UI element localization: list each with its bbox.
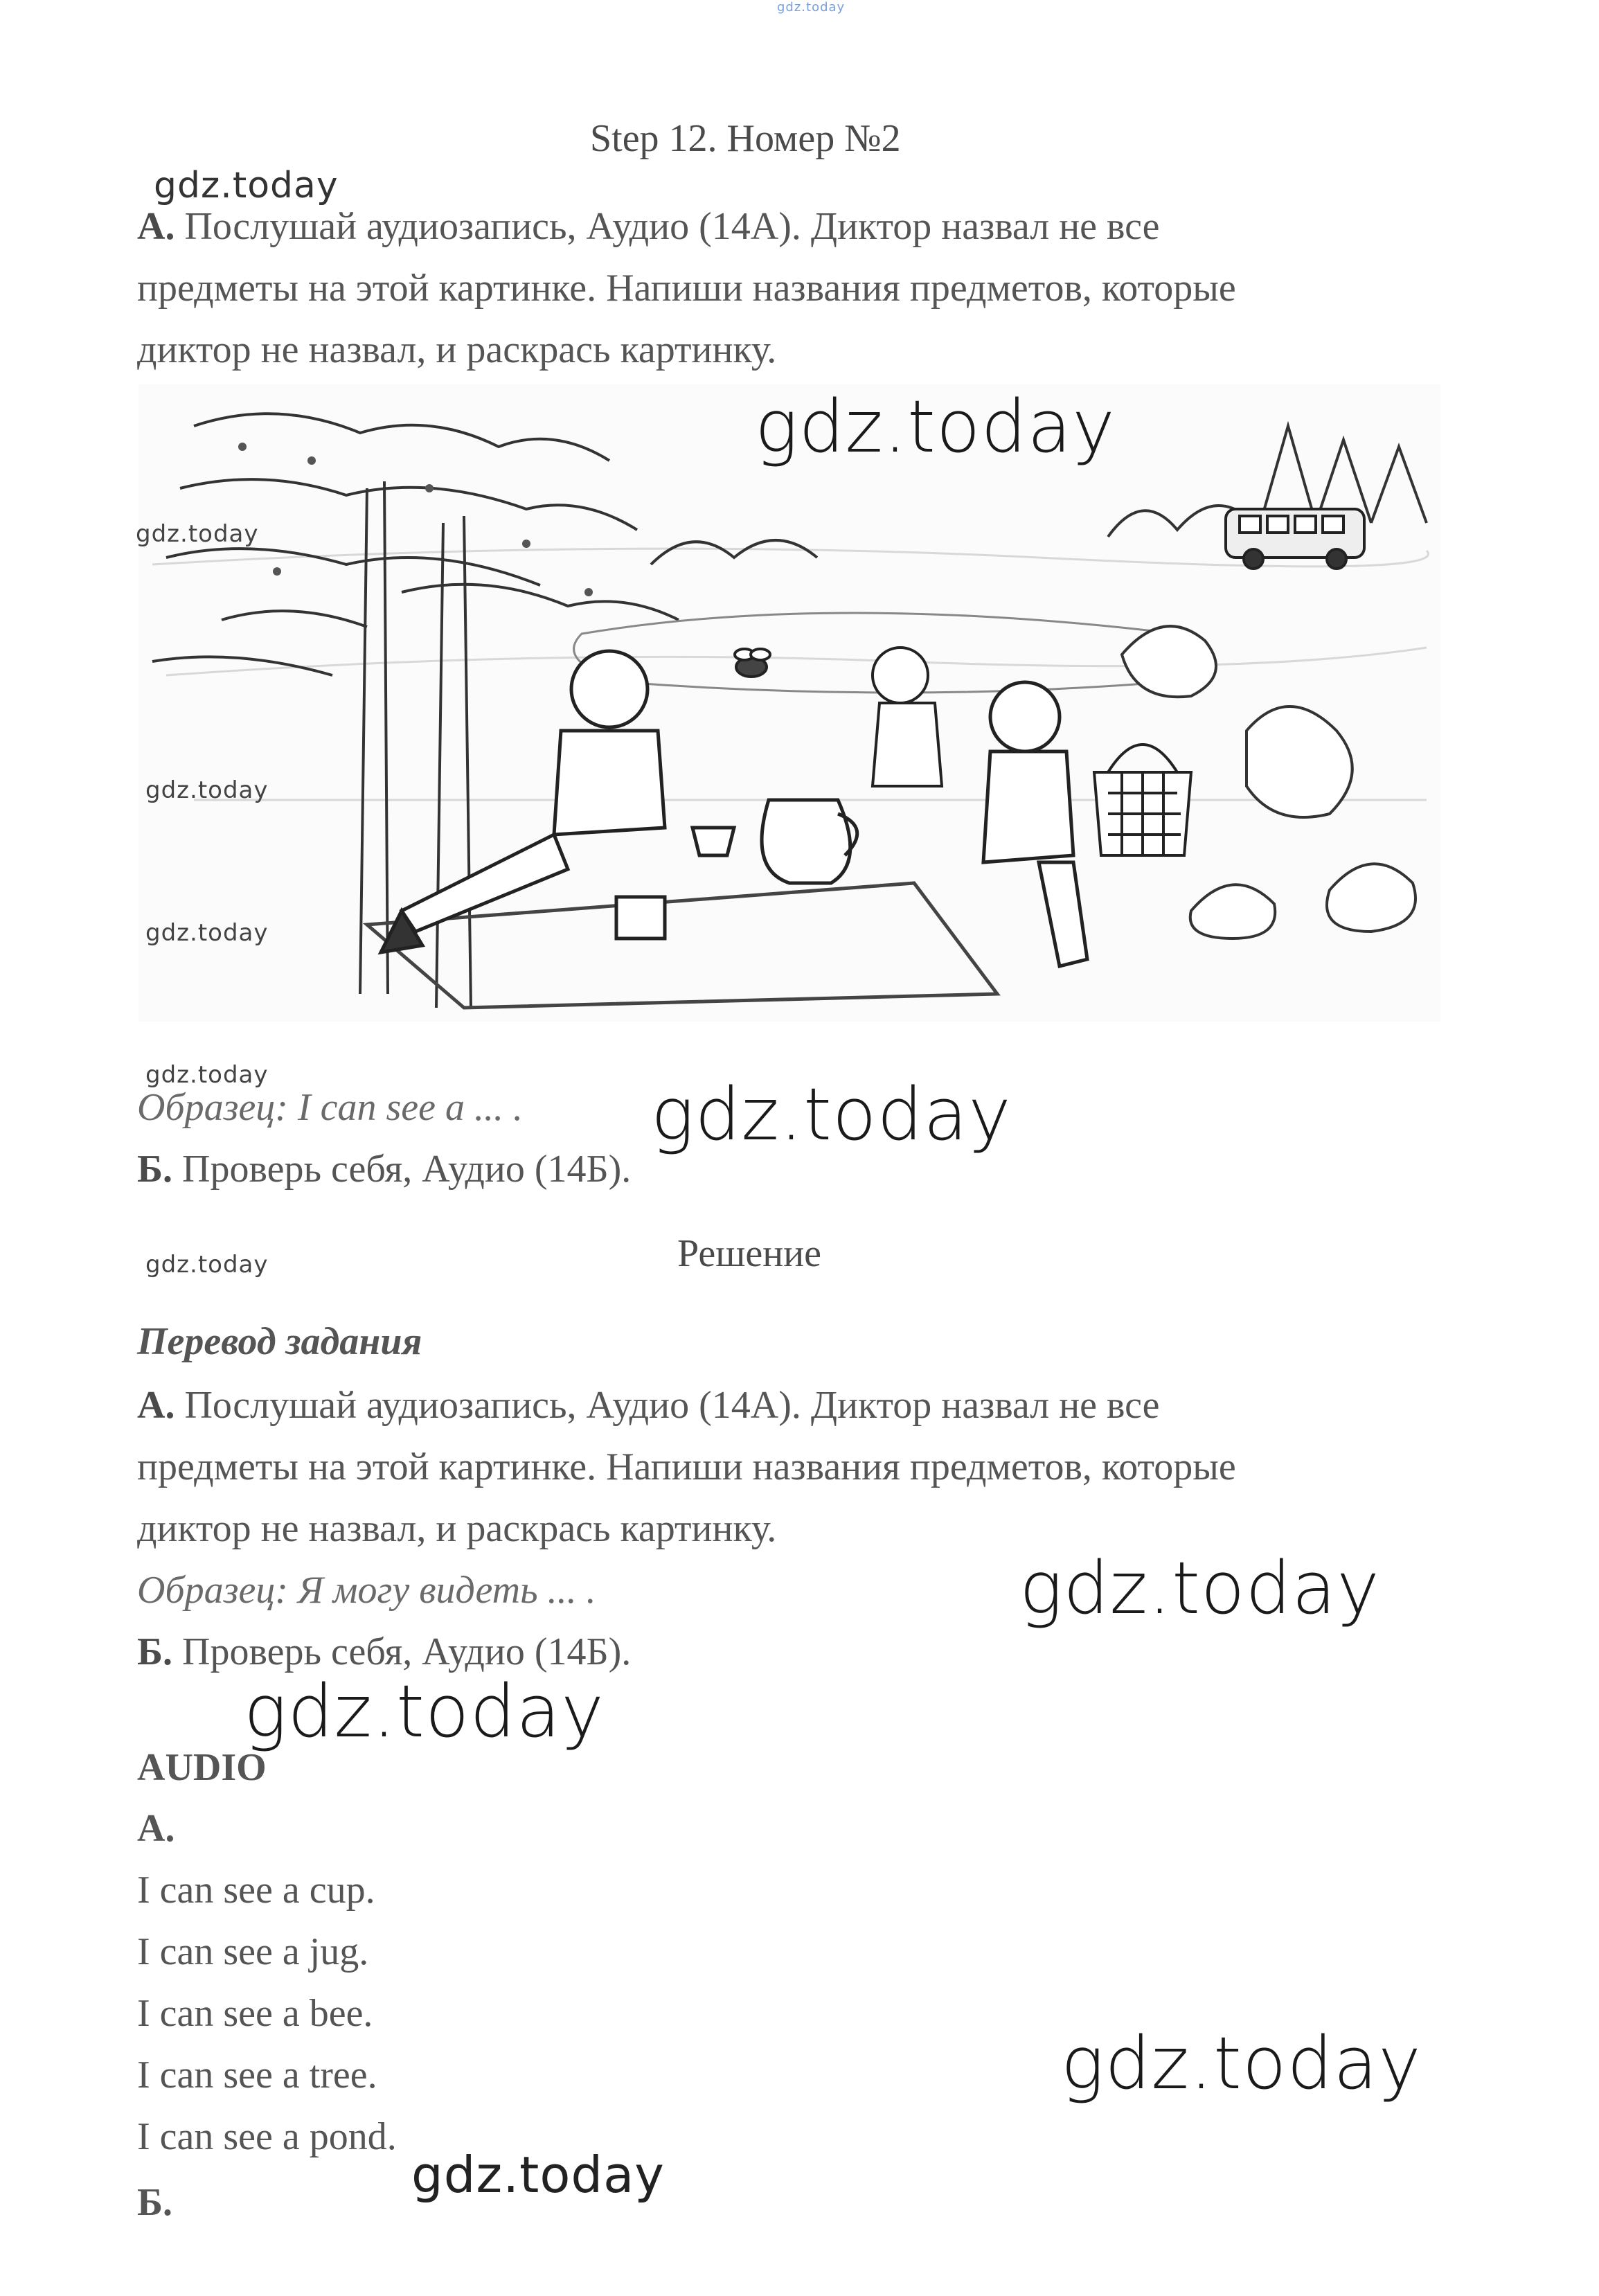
- task-b-label: Б.: [137, 1148, 173, 1191]
- audio-line: I can see a tree.: [137, 2054, 377, 2097]
- top-watermark: gdz.today: [777, 0, 846, 15]
- audio-heading: AUDIO: [137, 1746, 267, 1789]
- translation-example: Образец: Я могу видеть ... .: [137, 1569, 596, 1612]
- page-title: Step 12. Номер №2: [590, 117, 901, 160]
- watermark: gdz.today: [1061, 2021, 1422, 2106]
- audio-line: I can see a cup.: [137, 1869, 375, 1912]
- watermark: gdz.today: [651, 1072, 1012, 1157]
- audio-line: I can see a bee.: [137, 1992, 373, 2035]
- task-a-text1: Послушай аудиозапись, Аудио (14А). Диктор назвал не все: [184, 205, 1160, 248]
- task-a-line1: [137, 196, 1160, 257]
- watermark: gdz.today: [145, 919, 269, 947]
- task-a-line3: диктор не назвал, и раскрась картинку.: [137, 328, 777, 371]
- watermark: gdz.today: [755, 384, 1116, 469]
- watermark: gdz.today: [136, 520, 259, 548]
- watermark: gdz.today: [411, 2146, 665, 2204]
- watermark: gdz.today: [244, 1669, 605, 1754]
- watermark: gdz.today: [145, 1061, 269, 1089]
- translation-a-line3: диктор не назвал, и раскрась картинку.: [137, 1507, 777, 1550]
- task-a-label: А.: [137, 205, 175, 248]
- audio-line: I can see a jug.: [137, 1930, 369, 1973]
- audio-line: I can see a pond.: [137, 2115, 397, 2158]
- watermark: gdz.today: [154, 165, 339, 206]
- task-b-text: Проверь себя, Аудио (14Б).: [182, 1148, 632, 1191]
- translation-a-text1: Послушай аудиозапись, Аудио (14А). Диктор назвал не все: [184, 1384, 1160, 1427]
- translation-b-label: Б.: [137, 1630, 173, 1673]
- translation-a-label: А.: [137, 1384, 175, 1427]
- task-b-line: [137, 1139, 631, 1200]
- translation-b-text: Проверь себя, Аудио (14Б).: [182, 1630, 632, 1673]
- translation-a-line1: [137, 1375, 1160, 1436]
- translation-heading: Перевод задания: [137, 1320, 422, 1363]
- audio-b-label: Б.: [137, 2181, 173, 2224]
- task-a-line2: предметы на этой картинке. Напиши названия предметов, которые: [137, 267, 1236, 310]
- audio-a-label: А.: [137, 1807, 175, 1850]
- task-example: Образец: I can see a ... .: [137, 1086, 523, 1129]
- translation-a-line2: предметы на этой картинке. Напиши названия предметов, которые: [137, 1445, 1236, 1488]
- watermark: gdz.today: [1019, 1546, 1380, 1630]
- watermark: gdz.today: [145, 1251, 269, 1279]
- solution-heading: Решение: [677, 1232, 822, 1275]
- watermark: gdz.today: [145, 776, 269, 804]
- picnic-illustration: [139, 384, 1440, 1022]
